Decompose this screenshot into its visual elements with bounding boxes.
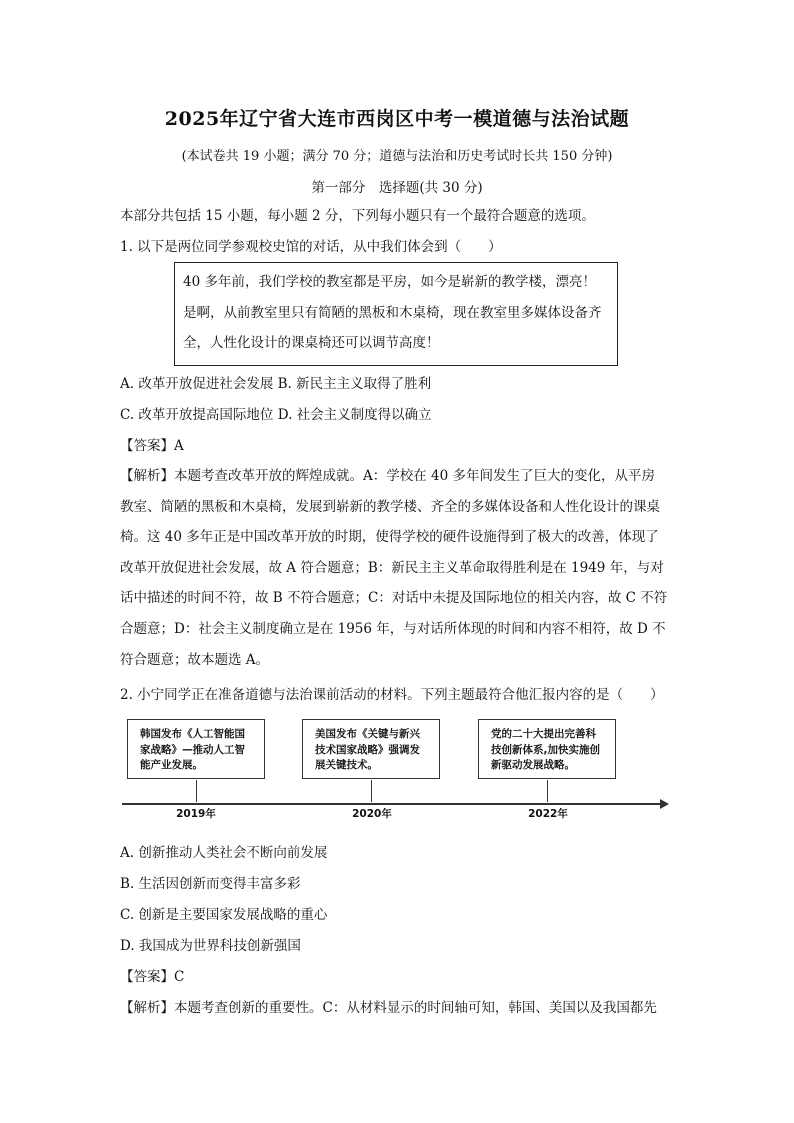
q1-options-cd: C. 改革开放提高国际地位 D. 社会主义制度得以确立	[120, 407, 432, 423]
q1-answer: 【答案】A	[120, 438, 184, 454]
q1-dialogue-line: 是啊，从前教室里只有简陋的黑板和木桌椅，现在教室里多媒体设备齐	[183, 304, 602, 321]
q2-answer: 【答案】C	[120, 969, 185, 985]
q1-analysis	[120, 461, 676, 675]
q2-analysis: 【解析】本题考查创新的重要性。C：从材料显示的时间轴可知，韩国、美国以及我国都先	[120, 1000, 657, 1016]
q2-option-d: D. 我国成为世界科技创新强国	[120, 938, 301, 954]
q1-dialogue-line: 全，人性化设计的课桌椅还可以调节高度！	[183, 335, 440, 351]
q1-dialogue-box	[174, 262, 618, 366]
q1-analysis-line: 椅。这 40 多年正是中国改革开放的时期，使得学校的硬件设施得到了极大的改善，体现了	[120, 529, 659, 546]
timeline-year: 2020年	[352, 808, 392, 820]
section-heading: 第一部分 选择题(共 30 分)	[311, 180, 483, 196]
q1-analysis-line: 【解析】本题考查改革开放的辉煌成就。A：学校在 40 多年间发生了巨大的变化，从平房	[120, 468, 656, 484]
timeline-connector	[371, 780, 372, 802]
timeline-axis	[122, 803, 662, 805]
timeline-event-box: 韩国发布《人工智能国家战略》—推动人工智能产业发展。	[127, 719, 265, 779]
timeline-connector	[196, 780, 197, 802]
timeline-year: 2019年	[176, 808, 216, 820]
q2-timeline	[118, 714, 678, 826]
q1-analysis-line: 教室、简陋的黑板和木桌椅，发展到崭新的教学楼、齐全的多媒体设备和人性化设计的课桌	[120, 498, 660, 515]
exam-subtitle: (本试卷共 19 小题；满分 70 分；道德与法治和历史考试时长共 150 分钟)	[181, 149, 613, 164]
q1-analysis-line: 符合题意；故本题选 A。	[120, 651, 270, 668]
q2-option-b: B. 生活因创新而变得丰富多彩	[120, 876, 301, 892]
arrow-right-icon	[660, 799, 669, 809]
q1-analysis-line: 话中描述的时间不符，故 B 不符合题意；C：对话中未提及国际地位的相关内容，故 C 不符	[120, 590, 668, 607]
q2-stem: 2. 小宁同学正在准备道德与法治课前活动的材料。下列主题最符合他汇报内容的是（ ）	[120, 687, 664, 703]
exam-title: 2025年辽宁省大连市西岗区中考一模道德与法治试题	[164, 108, 630, 130]
timeline-event-box: 美国发布《关键与新兴技术国家战略》强调发展关键技术。	[302, 719, 440, 779]
section-instructions: 本部分共包括 15 小题，每小题 2 分，下列每小题只有一个最符合题意的选项。	[120, 208, 595, 224]
q2-option-a: A. 创新推动人类社会不断向前发展	[120, 845, 328, 861]
q2-option-c: C. 创新是主要国家发展战略的重心	[120, 907, 328, 923]
q1-dialogue-line: 40 多年前，我们学校的教室都是平房，如今是崭新的教学楼，漂亮！	[183, 274, 596, 290]
timeline-connector	[547, 780, 548, 802]
q1-stem: 1. 以下是两位同学参观校史馆的对话，从中我们体会到（ ）	[120, 239, 502, 255]
timeline-event-box: 党的二十大提出完善科技创新体系,加快实施创新驱动发展战略。	[478, 719, 616, 779]
q1-analysis-line: 合题意；D：社会主义制度确立是在 1956 年，与对话所体现的时间和内容不相符，故 D 不	[120, 620, 666, 637]
q1-analysis-line: 改革开放促进社会发展，故 A 符合题意；B：新民主主义革命取得胜利是在 1949 年，与对	[120, 559, 664, 576]
timeline-year: 2022年	[528, 808, 568, 820]
q1-options-ab: A. 改革开放促进社会发展 B. 新民主主义取得了胜利	[120, 376, 432, 392]
